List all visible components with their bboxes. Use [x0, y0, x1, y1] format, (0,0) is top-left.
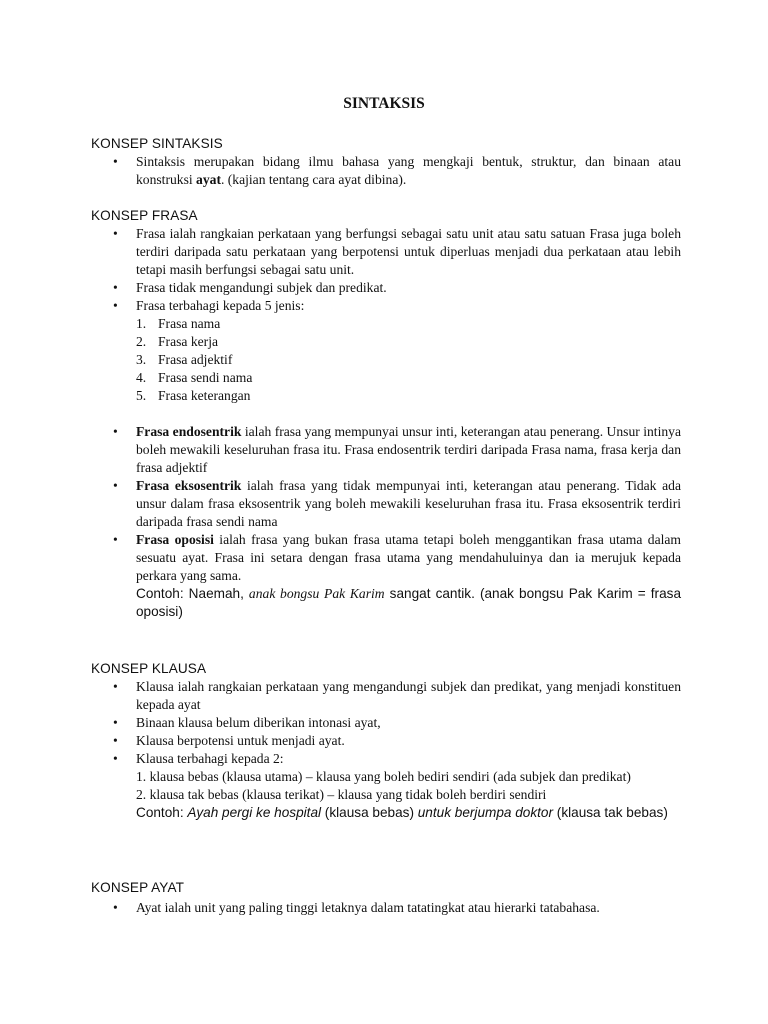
- list-item: 4. Frasa sendi nama: [136, 370, 253, 385]
- document-title: SINTAKSIS: [343, 95, 425, 112]
- ayat-list: [91, 899, 681, 917]
- list-item: • Klausa ialah rangkaian perkataan yang mengandungi subjek dan predikat, yang menjadi konstituen kepada ayat: [113, 679, 681, 712]
- list-item: 1. Frasa nama: [136, 316, 221, 331]
- bullet-icon: •: [113, 900, 118, 915]
- list-item: 3. Frasa adjektif: [136, 352, 233, 367]
- bullet-icon: •: [113, 478, 118, 493]
- bullet-icon: •: [113, 280, 118, 295]
- list-item: • Frasa terbahagi kepada 5 jenis: 1. Frasa nama 2. Frasa kerja 3. Frasa adjektif 4. Frasa sendi nama 5. Frasa keterangan: [91, 297, 681, 405]
- frasa-jenis-list: [136, 315, 681, 405]
- bullet-icon: •: [113, 154, 118, 169]
- list-item: • Klausa terbahagi kepada 2: 1. klausa bebas (klausa utama) – klausa yang boleh bediri sendiri (ada subjek dan predikat) 2. klausa tak bebas (klausa terikat) – klausa yang tidak boleh berdiri sendiri Contoh: Ayah pergi ke hospital (klausa bebas) untuk berjumpa doktor (klausa tak bebas): [113, 751, 668, 820]
- list-item: 5. Frasa keterangan: [136, 388, 251, 403]
- list-item: 2. Frasa kerja: [136, 334, 219, 349]
- sintaksis-list: [91, 153, 681, 189]
- list-item: • Frasa eksosentrik ialah frasa yang tidak mempunyai inti, keterangan atau penerang. Tidak ada unsur dalam frasa eksosentrik yang boleh mewakili keseluruhan frasa itu. Frasa eksosentrik terdiri daripada frasa sendi nama: [113, 478, 681, 529]
- frasa-list: [91, 225, 681, 621]
- bullet-icon: •: [113, 226, 118, 241]
- bullet-icon: •: [113, 532, 118, 547]
- heading-konsep-sintaksis: KONSEP SINTAKSIS: [91, 136, 223, 151]
- list-item: • Ayat ialah unit yang paling tinggi letaknya dalam tatatingkat atau hierarki tatabahasa.: [113, 900, 600, 915]
- list-item: • Binaan klausa belum diberikan intonasi ayat,: [113, 715, 381, 730]
- list-item: • Frasa ialah rangkaian perkataan yang berfungsi sebagai satu unit atau satu satuan Frasa juga boleh terdiri daripada satu perkataan yang berpotensi untuk diperluas menjadi dua perkataan atau lebih tetapi masih berfungsi sebagai satu unit.: [113, 226, 681, 277]
- heading-konsep-ayat: KONSEP AYAT: [91, 880, 185, 895]
- heading-konsep-klausa: KONSEP KLAUSA: [91, 661, 207, 676]
- list-item: • Klausa berpotensi untuk menjadi ayat.: [113, 733, 345, 748]
- heading-konsep-frasa: KONSEP FRASA: [91, 208, 198, 223]
- list-item: • Frasa oposisi ialah frasa yang bukan frasa utama tetapi boleh menggantikan frasa utama dalam sesuatu ayat. Frasa ini setara dengan frasa utama yang mendahuluinya dan ia merujuk kepada perkara yang sama. Contoh: Naemah, anak bongsu Pak Karim sangat cantik. (anak bongsu Pak Karim = frasa oposisi): [113, 532, 682, 619]
- klausa-list: [91, 678, 681, 822]
- bullet-icon: •: [113, 733, 118, 748]
- list-item: • Frasa endosentrik ialah frasa yang mempunyai unsur inti, keterangan atau penerang. Unsur intinya boleh mewakili keseluruhan frasa itu. Frasa endosentrik terdiri daripada Frasa nama, frasa kerja dan frasa adjektif: [113, 424, 681, 475]
- bullet-icon: •: [113, 424, 118, 439]
- bullet-icon: •: [113, 751, 118, 766]
- bullet-icon: •: [113, 298, 118, 313]
- list-item: • Sintaksis merupakan bidang ilmu bahasa yang mengkaji bentuk, struktur, dan binaan atau konstruksi ayat. (kajian tentang cara ayat dibina).: [113, 154, 681, 187]
- list-item: • Frasa tidak mengandungi subjek dan predikat.: [113, 280, 387, 295]
- bullet-icon: •: [113, 679, 118, 694]
- bullet-icon: •: [113, 715, 118, 730]
